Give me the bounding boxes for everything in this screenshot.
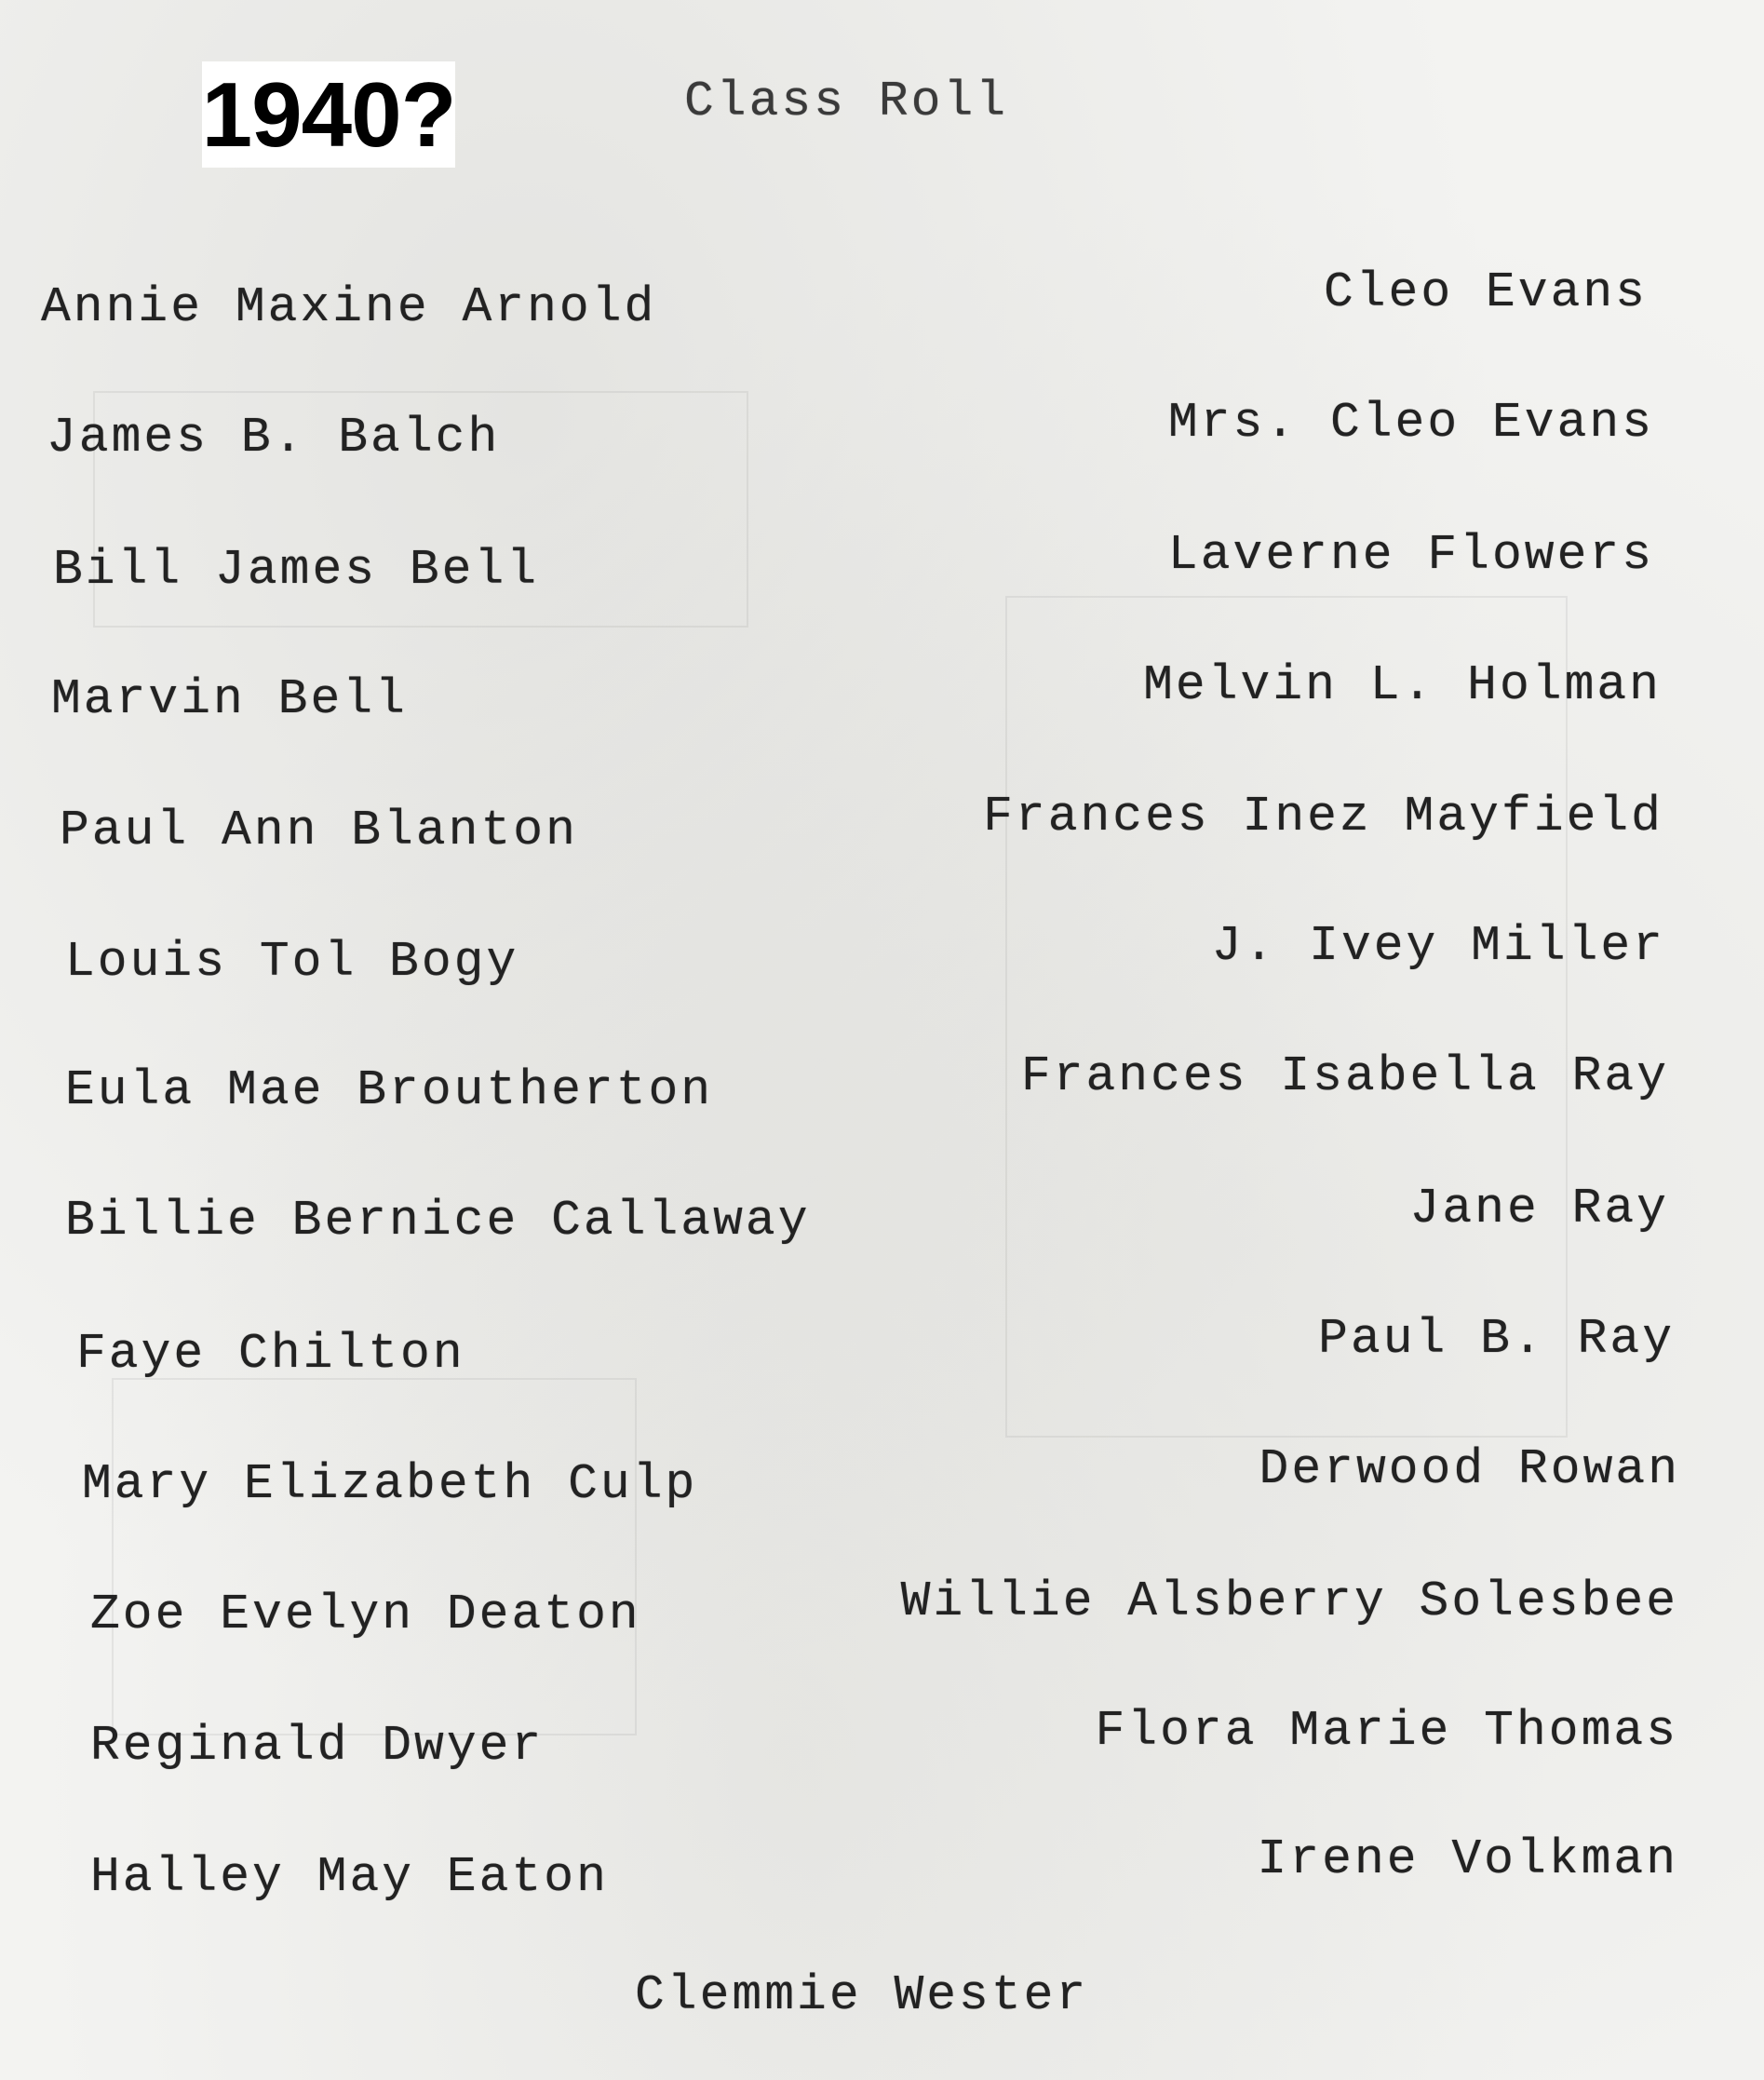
student-name: Paul Ann Blanton [60, 803, 578, 858]
year-label: 1940? [201, 63, 456, 166]
student-name: Mary Elizabeth Culp [82, 1456, 698, 1512]
student-name: Mrs. Cleo Evans [1167, 395, 1654, 451]
student-name: Annie Maxine Arnold [41, 279, 657, 335]
student-name: Derwood Rowan [1259, 1441, 1680, 1497]
student-name: Willie Alsberry Solesbee [900, 1574, 1678, 1629]
student-name: Frances Inez Mayfield [983, 789, 1663, 844]
student-name: Billie Bernice Callaway [65, 1193, 811, 1249]
document-title: Class Roll [684, 74, 1009, 129]
student-name: Halley May Eaton [90, 1849, 609, 1905]
student-name: Irene Volkman [1257, 1831, 1678, 1887]
student-name: James B. Balch [47, 410, 501, 466]
student-name: J. Ivey Miller [1211, 918, 1665, 974]
student-name: Zoe Evelyn Deaton [90, 1587, 641, 1642]
student-name: Melvin L. Holman [1143, 657, 1662, 713]
student-name: Reginald Dwyer [90, 1718, 545, 1774]
footer-student-name: Clemmie Wester [635, 1967, 1089, 2023]
student-name: Paul B. Ray [1318, 1311, 1675, 1367]
student-name: Flora Marie Thomas [1095, 1703, 1678, 1759]
student-name: Cleo Evans [1323, 264, 1648, 320]
student-name: Faye Chilton [76, 1326, 465, 1382]
student-name: Louis Tol Bogy [65, 934, 519, 990]
student-name: Bill James Bell [53, 542, 540, 598]
student-name: Laverne Flowers [1167, 527, 1654, 583]
student-name: Marvin Bell [51, 671, 408, 727]
student-name: Eula Mae Broutherton [65, 1062, 714, 1118]
student-name: Frances Isabella Ray [1020, 1048, 1669, 1104]
student-name: Jane Ray [1409, 1181, 1669, 1236]
